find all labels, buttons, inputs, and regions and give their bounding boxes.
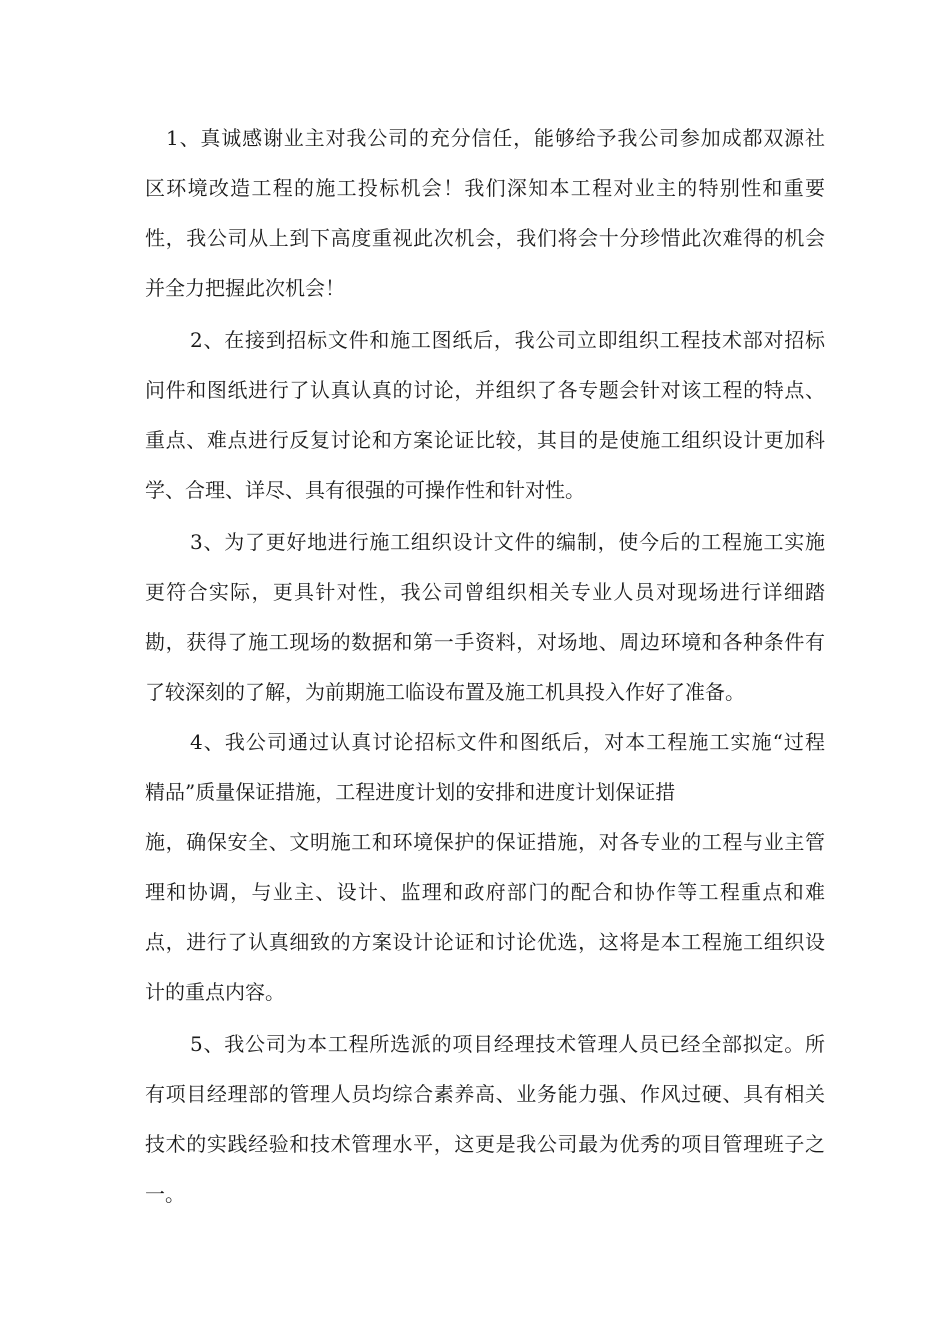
paragraph-5-line-3: 技术的实践经验和技术管理水平，这更是我公司最为优秀的项目管理班子之 [145,1132,825,1156]
paragraph-2-line-1: 2、在接到招标文件和施工图纸后，我公司立即组织工程技术部对招标 [190,328,825,352]
paragraph-4-line-1: 4、我公司通过认真讨论招标文件和图纸后，对本工程施工实施“过程 [190,730,825,754]
paragraph-2-line-2: 问件和图纸进行了认真认真的讨论，并组织了各专题会针对该工程的特点、 [145,378,825,402]
paragraph-4-line-3: 施，确保安全、文明施工和环境保护的保证措施，对各专业的工程与业主管 [145,830,825,854]
paragraph-5-line-4: 一。 [145,1182,185,1206]
paragraph-4-line-5: 点，进行了认真细致的方案设计论证和讨论优选，这将是本工程施工组织设 [145,930,825,954]
paragraph-5-line-2: 有项目经理部的管理人员均综合素养高、业务能力强、作风过硬、具有相关 [145,1082,825,1106]
paragraph-1-line-2: 区环境改造工程的施工投标机会！我们深知本工程对业主的特别性和重要 [145,176,825,200]
paragraph-5-line-1: 5、我公司为本工程所选派的项目经理技术管理人员已经全部拟定。所 [190,1032,825,1056]
paragraph-3-line-2: 更符合实际，更具针对性，我公司曾组织相关专业人员对现场进行详细踏 [145,580,825,604]
paragraph-4-line-4: 理和协调，与业主、设计、监理和政府部门的配合和协作等工程重点和难 [145,880,825,904]
paragraph-4-line-6: 计的重点内容。 [145,980,285,1004]
paragraph-1-line-1: 1、真诚感谢业主对我公司的充分信任，能够给予我公司参加成都双源社 [166,126,825,150]
paragraph-4-line-2: 精品”质量保证措施，工程进度计划的安排和进度计划保证措 [145,780,676,804]
paragraph-3-line-3: 勘，获得了施工现场的数据和第一手资料，对场地、周边环境和各种条件有 [145,630,825,654]
paragraph-3-line-1: 3、为了更好地进行施工组织设计文件的编制，使今后的工程施工实施 [190,530,825,554]
paragraph-3-line-4: 了较深刻的了解，为前期施工临设布置及施工机具投入作好了准备。 [145,680,745,704]
paragraph-2-line-3: 重点、难点进行反复讨论和方案论证比较，其目的是使施工组织设计更加科 [145,428,825,452]
paragraph-1-line-3: 性，我公司从上到下高度重视此次机会，我们将会十分珍惜此次难得的机会 [145,226,825,250]
paragraph-1-line-4: 并全力把握此次机会！ [145,276,345,300]
paragraph-2-line-4: 学、合理、详尽、具有很强的可操作性和针对性。 [145,478,585,502]
